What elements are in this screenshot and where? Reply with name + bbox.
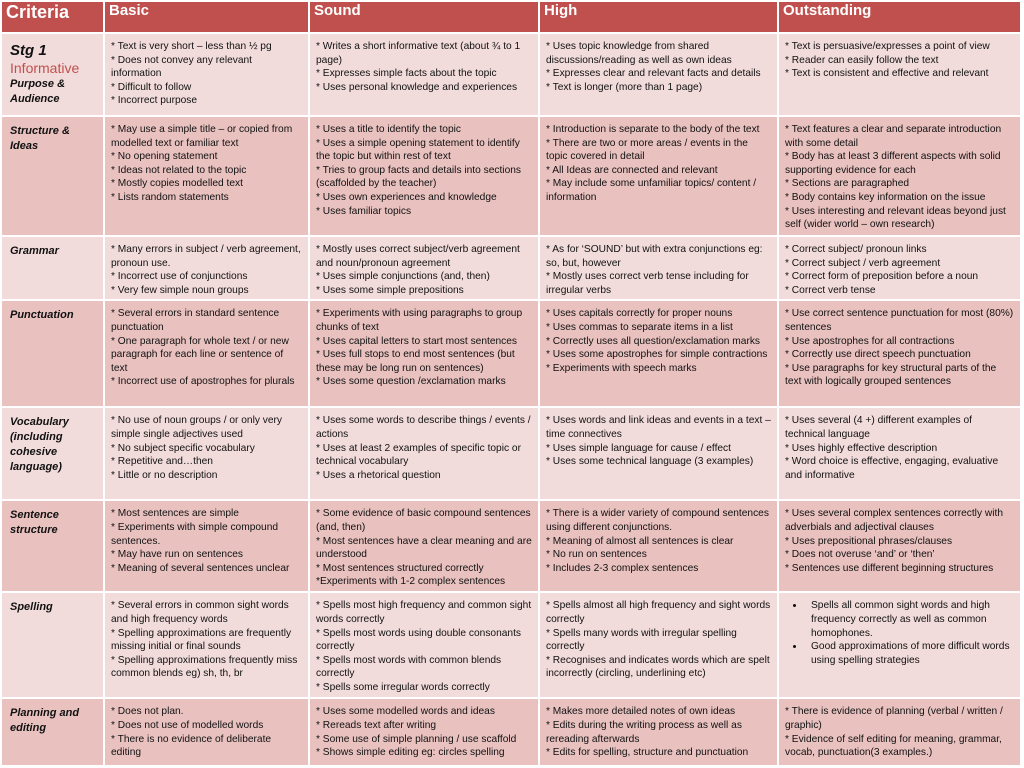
basic-cell: [104, 592, 309, 698]
descriptor: * Uses at least 2 examples of specific topic or technical vocabulary: [316, 442, 521, 468]
descriptor: * No use of noun groups / or only very simple single adjectives used: [111, 415, 283, 440]
descriptor: * Text is persuasive/expresses a point of view: [785, 41, 990, 52]
descriptor: * Uses simple language for cause / effect: [546, 442, 731, 454]
criteria-cell: Sentence structure: [1, 500, 104, 592]
descriptor: * Uses interesting and relevant ideas beyond just self (wider world – own research): [785, 205, 1006, 231]
basic-cell: [104, 33, 309, 116]
descriptor: * Expresses simple facts about the topic: [316, 68, 497, 80]
sound-cell: [309, 236, 539, 300]
descriptor: * All Ideas are connected and relevant: [546, 164, 718, 176]
descriptor: * Uses some modelled words and ideas: [316, 706, 495, 718]
basic-cell: [104, 698, 309, 766]
descriptor: * Some evidence of basic compound sentences (and, then): [316, 508, 531, 533]
descriptor: * Incorrect use of conjunctions: [111, 271, 248, 283]
basic-cell: [104, 116, 309, 236]
descriptor: * Text is very short – less than ½ pg: [111, 41, 272, 52]
descriptor: * Spelling approximations are frequently missing initial or final sounds: [111, 627, 292, 653]
descriptor: * There is evidence of planning (verbal / written / graphic): [785, 706, 1003, 731]
descriptor: * One paragraph for whole text / or new paragraph for each line or sentence of text: [111, 335, 289, 374]
descriptor: * Writes a short informative text (about ¾ to 1 page): [316, 41, 521, 66]
descriptor: * Recognises and indicates words which are spelt incorrectly (circling, underlining etc): [546, 654, 770, 680]
criteria-cell: Spelling: [1, 592, 104, 698]
high-cell: [539, 592, 778, 698]
descriptor: * Uses several complex sentences correctly with adverbials and adjectival clauses: [785, 508, 1003, 533]
basic-cell: [104, 236, 309, 300]
descriptor: * Uses several (4 +) different examples of technical language: [785, 415, 972, 440]
descriptor: * Tries to group facts and details into sections (scaffolded by the teacher): [316, 164, 521, 190]
table-row: [1, 236, 1021, 300]
descriptor: * Most sentences are simple: [111, 508, 239, 520]
descriptor: * Use apostrophes for all contractions: [785, 335, 955, 347]
descriptor: * Correctly uses all question/exclamation marks: [546, 335, 761, 347]
high-cell: [539, 33, 778, 116]
criteria-cell: Punctuation: [1, 300, 104, 407]
outstanding-cell: [778, 592, 1021, 698]
descriptor: * Many errors in subject / verb agreement, pronoun use.: [111, 244, 301, 269]
descriptor: * Some use of simple planning / use scaffold: [316, 733, 517, 745]
descriptor: * Uses some words to describe things / events / actions: [316, 415, 531, 440]
high-cell: [539, 300, 778, 407]
descriptor: * Several errors in standard sentence punctuation: [111, 308, 280, 333]
descriptor: * Does not overuse ‘and’ or ‘then’: [785, 549, 935, 561]
list-item: • Spells all common sight words and high frequency correctly as well as common homophones.: [805, 599, 1014, 640]
descriptor: * Meaning of almost all sentences is clear: [546, 535, 734, 547]
descriptor: * Uses highly effective description: [785, 442, 938, 454]
sound-cell: [309, 698, 539, 766]
high-cell: [539, 407, 778, 500]
descriptor: * Text features a clear and separate introduction with some detail: [785, 124, 1002, 149]
descriptor: * May include some unfamiliar topics/ content / information: [546, 178, 757, 203]
sound-cell: [309, 116, 539, 236]
descriptor: * Uses own experiences and knowledge: [316, 191, 497, 203]
descriptor: * Uses some simple prepositions: [316, 284, 464, 296]
table-row: [1, 698, 1021, 766]
descriptor: * Shows simple editing eg: circles spelling: [316, 747, 505, 759]
high-cell: [539, 236, 778, 300]
descriptor: * Text is consistent and effective and relevant: [785, 68, 989, 80]
criteria-label: Purpose & Audience: [10, 78, 66, 105]
descriptor: * Uses simple conjunctions (and, then): [316, 271, 490, 283]
table-row: [1, 407, 1021, 500]
descriptor: * Sentences use different beginning structures: [785, 562, 994, 574]
high-cell: [539, 698, 778, 766]
descriptor: * Word choice is effective, engaging, evaluative and informative: [785, 456, 999, 481]
descriptor: * Body contains key information on the issue: [785, 191, 986, 203]
descriptor: * Edits during the writing process as well as rereading afterwards: [546, 719, 742, 745]
criteria-cell: Vocabulary (including cohesive language): [1, 407, 104, 500]
descriptor: * Text is longer (more than 1 page): [546, 81, 703, 93]
descriptor: * Meaning of several sentences unclear: [111, 562, 290, 574]
genre-label: Informative: [10, 60, 80, 76]
descriptor: * Incorrect purpose: [111, 95, 198, 107]
sound-header: Sound: [309, 1, 539, 33]
descriptor: * Correct subject/ pronoun links: [785, 244, 927, 255]
criteria-cell: Grammar: [1, 236, 104, 300]
high-cell: [539, 116, 778, 236]
descriptor: * Lists random statements: [111, 191, 229, 203]
descriptor: * Introduction is separate to the body of the text: [546, 124, 760, 135]
criteria-cell: [1, 33, 104, 116]
descriptor: * Ideas not related to the topic: [111, 164, 247, 176]
basic-cell: [104, 407, 309, 500]
descriptor: * Uses familiar topics: [316, 205, 412, 217]
descriptor: * No opening statement: [111, 151, 218, 163]
descriptor: * Makes more detailed notes of own ideas: [546, 706, 736, 718]
basic-cell: [104, 500, 309, 592]
descriptor: * Spells almost all high frequency and sight words correctly: [546, 600, 771, 625]
outstanding-cell: [778, 300, 1021, 407]
outstanding-cell: [778, 236, 1021, 300]
descriptor: * Expresses clear and relevant facts and details: [546, 68, 761, 80]
table-row: [1, 300, 1021, 407]
descriptor: * Does not plan.: [111, 706, 184, 718]
descriptor: * Uses capital letters to start most sentences: [316, 335, 518, 347]
descriptor: * Uses personal knowledge and experiences: [316, 81, 518, 93]
descriptor: * Mostly uses correct subject/verb agreement and noun/pronoun agreement: [316, 244, 520, 269]
descriptor: * Reader can easily follow the text: [785, 54, 939, 66]
descriptor: * Incorrect use of apostrophes for plurals: [111, 376, 295, 388]
table-row: [1, 500, 1021, 592]
descriptor: * May use a simple title – or copied from modelled text or familiar text: [111, 124, 293, 149]
outstanding-cell: [778, 33, 1021, 116]
descriptor: * Experiments with simple compound sentences.: [111, 521, 279, 547]
descriptor: * Uses some question /exclamation marks: [316, 376, 506, 388]
descriptor: * Difficult to follow: [111, 81, 192, 93]
high-header: High: [539, 1, 778, 33]
list-item: • Good approximations of more difficult words using spelling strategies: [805, 640, 1014, 667]
descriptor: * Use correct sentence punctuation for most (80%) sentences: [785, 308, 1014, 333]
descriptor: * Correct verb tense: [785, 284, 876, 296]
descriptor: * Correctly use direct speech punctuation: [785, 349, 971, 361]
descriptor: * There are two or more areas / events in the topic covered in detail: [546, 137, 748, 163]
basic-header: Basic: [104, 1, 309, 33]
sound-cell: [309, 33, 539, 116]
descriptor: *Experiments with 1-2 complex sentences: [316, 576, 506, 588]
descriptor: * Spells some irregular words correctly: [316, 681, 490, 693]
outstanding-header: Outstanding: [778, 1, 1021, 33]
descriptor: * Uses words and link ideas and events in a text – time connectives: [546, 415, 771, 440]
stage-title: Stg 1: [10, 42, 47, 59]
descriptor: * Uses capitals correctly for proper nouns: [546, 308, 733, 320]
outstanding-cell: [778, 500, 1021, 592]
descriptor: * Experiments with using paragraphs to group chunks of text: [316, 308, 523, 333]
descriptor: * Sections are paragraphed: [785, 178, 910, 190]
criteria-header: Criteria: [1, 1, 104, 33]
descriptor: * Spelling approximations frequently miss common blends eg) sh, th, br: [111, 654, 298, 680]
descriptor: * Mostly copies modelled text: [111, 178, 243, 190]
descriptor: * Uses prepositional phrases/clauses: [785, 535, 953, 547]
descriptor: * Mostly uses correct verb tense including for irregular verbs: [546, 271, 749, 296]
descriptor: * Spells most words using double consonants correctly: [316, 627, 521, 653]
descriptor: * Does not use of modelled words: [111, 719, 264, 731]
sound-cell: [309, 592, 539, 698]
outstanding-cell: [778, 407, 1021, 500]
basic-cell: [104, 300, 309, 407]
descriptor: * Uses some technical language (3 examples): [546, 456, 754, 468]
criteria-cell: Planning and editing: [1, 698, 104, 766]
descriptor: * As for ‘SOUND’ but with extra conjunctions eg: so, but, however: [546, 244, 763, 269]
descriptor: * Use paragraphs for key structural parts of the text with logically grouped sentences: [785, 362, 997, 388]
bullet-list: [785, 599, 1014, 667]
descriptor: * Experiments with speech marks: [546, 362, 697, 374]
descriptor: * Spells most words with common blends correctly: [316, 654, 502, 680]
descriptor: * Most sentences structured correctly: [316, 562, 484, 574]
descriptor: * Very few simple noun groups: [111, 284, 249, 296]
table-row: [1, 116, 1021, 236]
descriptor: * Uses a simple opening statement to identify the topic but within rest of text: [316, 137, 520, 163]
descriptor: * May have run on sentences: [111, 549, 243, 561]
criteria-cell: Structure & Ideas: [1, 116, 104, 236]
descriptor: * Little or no description: [111, 469, 218, 481]
high-cell: [539, 500, 778, 592]
descriptor: * Uses topic knowledge from shared discussions/reading as well as own ideas: [546, 41, 732, 66]
descriptor: * Edits for spelling, structure and punctuation: [546, 747, 749, 759]
descriptor: * Does not convey any relevant information: [111, 54, 253, 80]
sound-cell: [309, 300, 539, 407]
table-row: [1, 33, 1021, 116]
descriptor: * Uses commas to separate items in a list: [546, 321, 733, 333]
descriptor: * Several errors in common sight words and high frequency words: [111, 600, 289, 625]
descriptor: * No subject specific vocabulary: [111, 442, 255, 454]
descriptor: * Includes 2-3 complex sentences: [546, 562, 699, 574]
descriptor: * Uses a title to identify the topic: [316, 124, 461, 135]
descriptor: * Body has at least 3 different aspects with solid supporting evidence for each: [785, 151, 1001, 176]
descriptor: * Uses some apostrophes for simple contractions: [546, 349, 768, 361]
sound-cell: [309, 500, 539, 592]
outstanding-cell: [778, 698, 1021, 766]
descriptor: * Correct form of preposition before a noun: [785, 271, 979, 283]
sound-cell: [309, 407, 539, 500]
descriptor: * Most sentences have a clear meaning and are understood: [316, 535, 532, 561]
descriptor: * No run on sentences: [546, 549, 647, 561]
descriptor: * Uses a rhetorical question: [316, 469, 441, 481]
descriptor: * There is no evidence of deliberate editing: [111, 733, 272, 759]
descriptor: * Evidence of self editing for meaning, grammar, vocab, punctuation(3 examples.): [785, 733, 1002, 759]
descriptor: * Spells most high frequency and common sight words correctly: [316, 600, 532, 625]
descriptor: * Uses full stops to end most sentences (but these may be long run on sentences): [316, 349, 515, 374]
header-row: [1, 1, 1021, 33]
descriptor: * Spells many words with irregular spelling correctly: [546, 627, 737, 653]
table-row: [1, 592, 1021, 698]
descriptor: * Repetitive and…then: [111, 456, 213, 468]
descriptor: * Rereads text after writing: [316, 719, 437, 731]
descriptor: * Correct subject / verb agreement: [785, 257, 941, 269]
outstanding-cell: [778, 116, 1021, 236]
descriptor: * There is a wider variety of compound sentences using different conjunctions.: [546, 508, 769, 533]
